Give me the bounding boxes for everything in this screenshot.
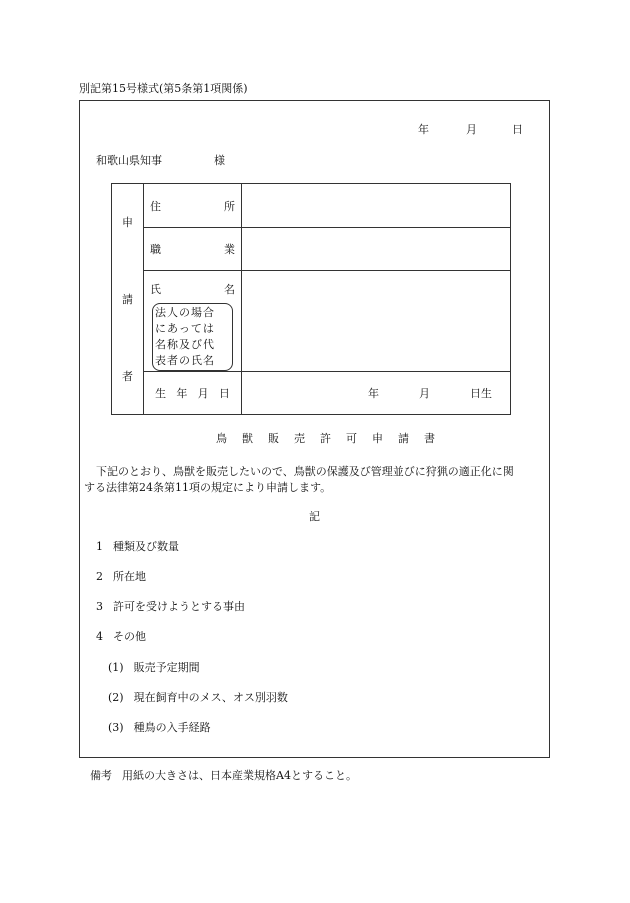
corporate-note: 法人の場合 にあっては 名称及び代 表者の氏名 [152, 303, 233, 371]
date-month: 月 [466, 123, 477, 136]
date-year: 年 [418, 123, 429, 136]
applicant-side-label: 申 請 者 [112, 184, 144, 415]
item-1: 1 種類及び数量 [96, 540, 179, 553]
address-label: 住 所 [144, 184, 242, 228]
occupation-field[interactable] [242, 228, 511, 271]
birthdate-field[interactable]: 年 月 日生 [242, 372, 511, 415]
item-2: 2 所在地 [96, 570, 146, 583]
body-text-line2: する法律第24条第11項の規定により申請します。 [84, 481, 332, 494]
form-reference: 別記第15号様式(第5条第1項関係) [79, 82, 248, 95]
remarks: 備考 用紙の大きさは、日本産業規格A4とすること。 [90, 769, 357, 782]
sub-item-3: (3) 種鳥の入手経路 [108, 721, 211, 734]
birthdate-label: 生 年 月 日 [144, 372, 242, 415]
applicant-table [111, 183, 511, 415]
document-title: 鳥獣販売許可申請書 [216, 432, 450, 445]
date-day: 日 [512, 123, 523, 136]
name-field[interactable] [242, 271, 511, 372]
sub-item-1: (1) 販売予定期間 [108, 661, 200, 674]
body-text-line1: 下記のとおり、鳥獣を販売したいので、鳥獣の保護及び管理並びに狩猟の適正化に関 [96, 465, 514, 478]
sub-item-2: (2) 現在飼育中のメス、オス別羽数 [108, 691, 288, 704]
name-label: 氏 名 法人の場合 にあっては 名称及び代 表者の氏名 [144, 271, 242, 372]
addressee-honorific: 様 [214, 154, 225, 167]
item-4: 4 その他 [96, 630, 146, 643]
item-3: 3 許可を受けようとする事由 [96, 600, 245, 613]
addressee-name: 和歌山県知事 [96, 154, 162, 167]
ki-marker: 記 [309, 510, 320, 523]
address-field[interactable] [242, 184, 511, 228]
occupation-label: 職 業 [144, 228, 242, 271]
